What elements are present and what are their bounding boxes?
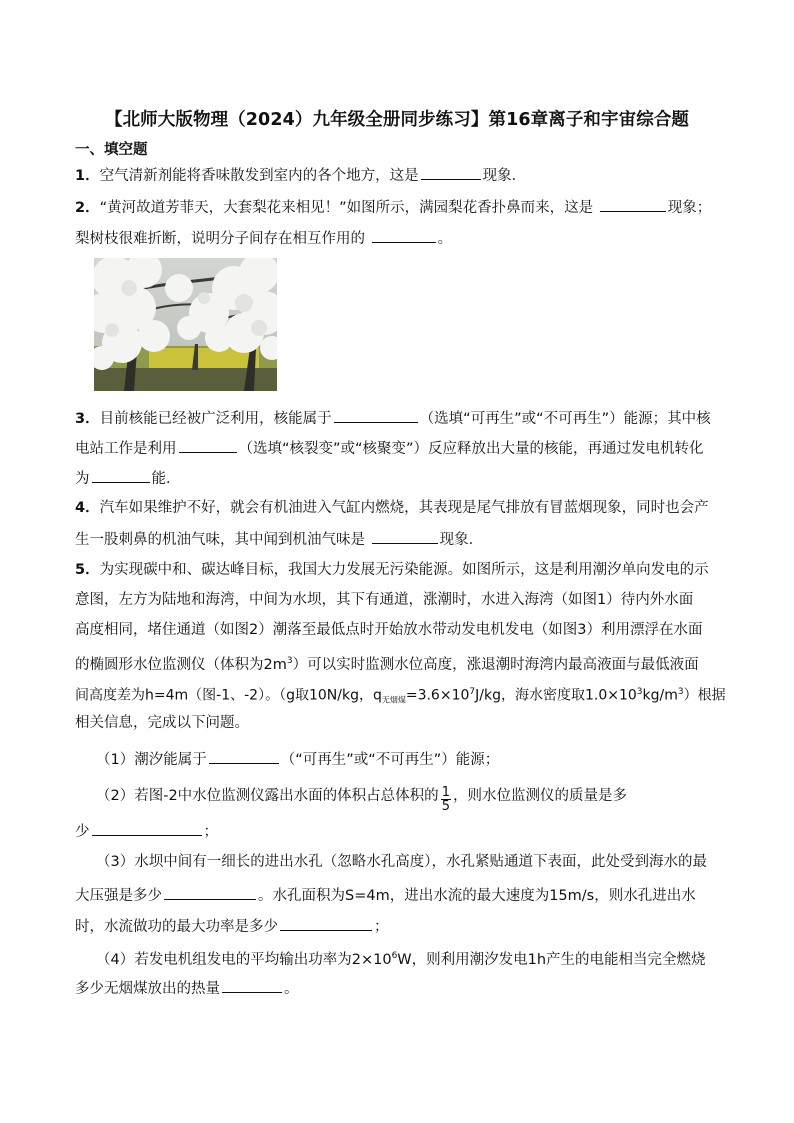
question-5: 5．为实现碳中和、碳达峰目标，我国大力发展无污染能源。如图所示，这是利用潮汐单向发电的示 xyxy=(75,562,709,578)
question-5-part-2-line-2: 少 ； xyxy=(75,820,218,842)
question-5-part-2: （2）若图-2中水位监测仪露出水面的体积占总体积的 $\frac{1}{5}$ ，则水位监测仪的质量是多 xyxy=(96,785,627,814)
document-title: 【北师大版物理（2024）九年级全册同步练习】第16章离子和宇宙综合题 xyxy=(104,110,690,130)
answer-blank[interactable] xyxy=(372,227,436,243)
question-3: 3．目前核能已经被广泛利用，核能属于 （选填“可再生”或“不可再生”）能源；其中核 xyxy=(75,407,711,429)
question-5-part-3: （3）水坝中间有一细长的进出水孔（忽略水孔高度），水孔紧贴通道下表面，此处受到海水的最 xyxy=(96,854,707,870)
question-5-line-6: 相关信息，完成以下问题。 xyxy=(75,715,249,731)
answer-blank[interactable] xyxy=(164,884,256,900)
answer-blank[interactable] xyxy=(421,164,481,180)
question-4: 4．汽车如果维护不好，就会有机油进入气缸内燃烧，其表现是尾气排放有冒蓝烟现象，同时也会产 xyxy=(75,500,709,516)
question-number: 5． xyxy=(75,562,100,578)
question-5-line-4: 的椭圆形水位监测仪（体积为$2m^3$）可以实时监测水位高度，涨退潮时海湾内最高液面与最低液面 xyxy=(75,656,699,673)
question-5-line-2: 意图，左方为陆地和海湾，中间为水坝，其下有通道，涨潮时，水进入海湾（如图1）待内外水面 xyxy=(75,592,694,608)
question-number: 4． xyxy=(75,500,100,516)
question-5-part-4: （4）若发电机组发电的平均输出功率为$2\times 10^6W$，则利用潮汐发电1h产生的电能相当完全燃烧 xyxy=(96,951,706,968)
answer-blank[interactable] xyxy=(92,467,150,483)
answer-blank[interactable] xyxy=(372,528,438,544)
question-5-part-3-line-3: 时，水流做功的最大功率是多少 ； xyxy=(75,915,389,937)
section-heading: 一、填空题 xyxy=(75,142,148,158)
fraction: $\frac{1}{5}$ xyxy=(441,785,450,814)
answer-blank[interactable] xyxy=(334,407,418,423)
answer-blank[interactable] xyxy=(209,748,279,764)
answer-blank[interactable] xyxy=(222,977,282,993)
question-1: 1．空气清新剂能将香味散发到室内的各个地方，这是 现象． xyxy=(75,164,526,186)
question-2: 2．“黄河故道芳菲天，大套梨花来相见！”如图所示，满园梨花香扑鼻而来，这是 现象； xyxy=(75,196,711,218)
answer-blank[interactable] xyxy=(600,196,666,212)
answer-blank[interactable] xyxy=(280,915,372,931)
question-5-line-3: 高度相同，堵住通道（如图2）潮落至最低点时开始放水带动发电机发电（如图3）利用漂浮在水面 xyxy=(75,622,703,638)
question-3-line-2: 电站工作是利用 （选填“核裂变”或“核聚变”）反应释放出大量的核能，再通过发电机转化 xyxy=(75,437,704,459)
question-number: 3． xyxy=(75,411,100,427)
pear-blossom-photo xyxy=(94,258,277,391)
question-number: 1． xyxy=(75,168,100,184)
question-5-part-4-line-2: 多少无烟煤放出的热量 。 xyxy=(75,977,299,999)
question-2-line-2: 梨树枝很难折断，说明分子间存在相互作用的 。 xyxy=(75,227,452,249)
question-5-line-5: 间高度差为h=4m（图-1、-2）。（g取10N/kg，$q_{无烟煤}=3.6\times 10^7J/kg$，海水密度取$1.0\times 10^3kg/m^3$）根据 xyxy=(75,687,726,705)
question-5-part-3-line-2: 大压强是多少 。水孔面积为S=4m，进出水流的最大速度为15m/s，则水孔进出水 xyxy=(75,884,696,906)
answer-blank[interactable] xyxy=(92,820,202,836)
answer-blank[interactable] xyxy=(179,437,237,453)
question-number: 2． xyxy=(75,200,100,216)
question-3-line-3: 为 能． xyxy=(75,467,181,489)
question-5-part-1: （1）潮汐能属于 （“可再生”或“不可再生”）能源； xyxy=(96,748,499,770)
question-4-line-2: 生一股刺鼻的机油气味，其中闻到机油气味是 现象． xyxy=(75,528,483,550)
